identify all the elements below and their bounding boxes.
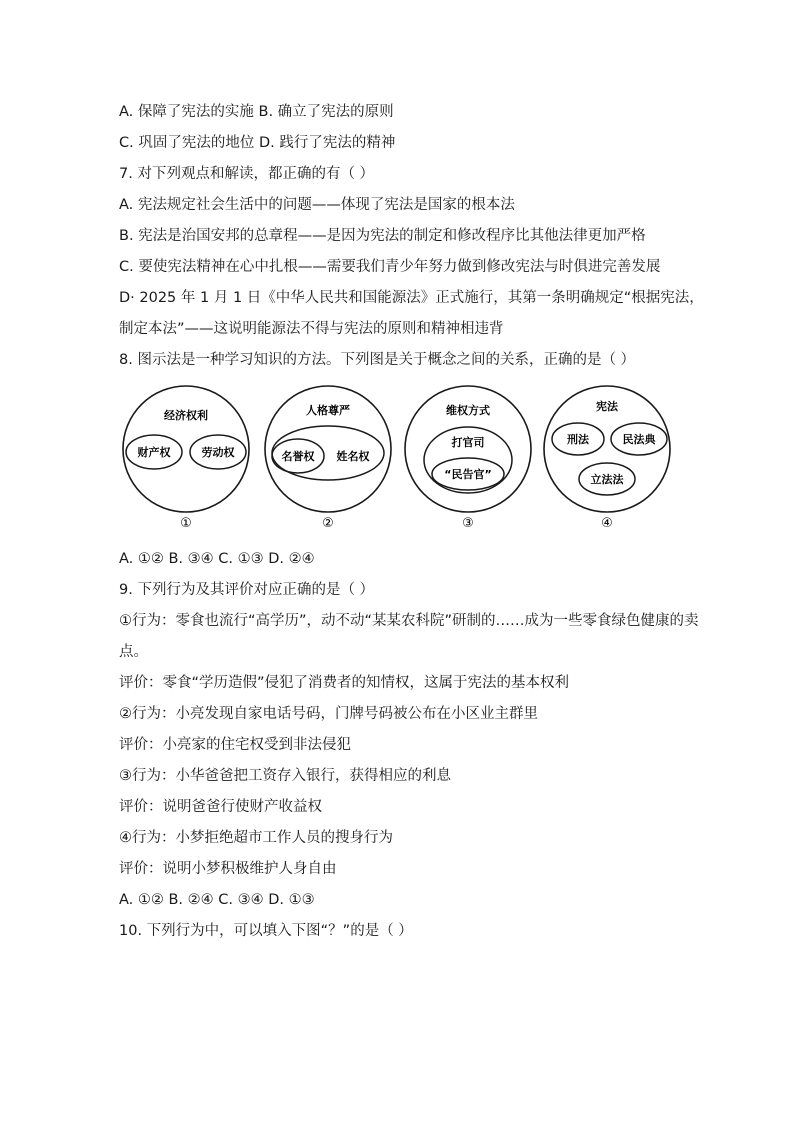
text-line: 10. 下列行为中，可以填入下图“？”的是（ ） xyxy=(119,923,413,939)
text-line: 评价：说明小梦积极维护人身自由 xyxy=(119,861,337,877)
inner-label: 劳动权 xyxy=(201,446,235,459)
inner-label: 刑法 xyxy=(567,433,589,446)
text-line: ①行为：零食也流行“高学历”，动不动“某某农科院”研制的……成为一些零食绿色健康的卖 xyxy=(119,613,699,629)
text-line: 评价：零食“学历造假”侵犯了消费者的知情权，这属于宪法的基本权利 xyxy=(119,675,570,691)
diagram-4 xyxy=(544,386,670,531)
diagram-number: ② xyxy=(322,516,334,531)
diagram-title: 人格尊严 xyxy=(306,404,350,417)
text-line: 评价：小亮家的住宅权受到非法侵犯 xyxy=(119,737,351,753)
text-line: ②行为：小亮发现自家电话号码，门牌号码被公布在小区业主群里 xyxy=(119,706,538,722)
inner-label: 民法典 xyxy=(622,433,656,446)
inner-label: 财产权 xyxy=(137,446,171,459)
diagram-title: 维权方式 xyxy=(446,404,490,417)
text-line: A. 宪法规定社会生活中的问题——体现了宪法是国家的根本法 xyxy=(119,197,515,213)
concept-diagrams xyxy=(118,385,688,533)
diagram-number: ① xyxy=(180,516,192,531)
inner-label: 立法法 xyxy=(590,473,624,486)
middle-label: 姓名权 xyxy=(336,450,370,463)
inner-label: “民告官” xyxy=(444,468,492,481)
text-line: A. 保障了宪法的实施 B. 确立了宪法的原则 xyxy=(119,104,394,120)
diagram-number: ③ xyxy=(462,516,474,531)
text-line: D· 2025 年 1 月 1 日《中华人民共和国能源法》正式施行，其第一条明确规定“根据宪法， xyxy=(119,290,704,306)
text-line: C. 要使宪法精神在心中扎根——需要我们青少年努力做到修改宪法与时俱进完善发展 xyxy=(119,259,661,275)
text-line: C. 巩固了宪法的地位 D. 践行了宪法的精神 xyxy=(119,135,396,151)
diagram-number: ④ xyxy=(601,516,613,531)
diagram-2 xyxy=(265,386,391,531)
text-line: A. ①② B. ②④ C. ③④ D. ①③ xyxy=(119,892,315,908)
concept-diagram-figure xyxy=(118,385,688,533)
diagram-title: 经济权利 xyxy=(164,409,208,422)
diagram-1 xyxy=(123,386,249,531)
diagram-title: 宪法 xyxy=(596,400,618,413)
text-line: A. ①② B. ③④ C. ①③ D. ②④ xyxy=(119,551,315,567)
text-line: 9. 下列行为及其评价对应正确的是（ ） xyxy=(119,582,375,598)
text-line: ③行为：小华爸爸把工资存入银行，获得相应的利息 xyxy=(119,768,451,784)
inner-label: 名誉权 xyxy=(281,450,315,463)
middle-label: 打官司 xyxy=(451,436,485,449)
text-line: 点。 xyxy=(119,644,148,660)
diagram-3 xyxy=(405,386,531,531)
text-line: 制定本法”——这说明能源法不得与宪法的原则和精神相违背 xyxy=(119,321,504,337)
text-line: 8. 图示法是一种学习知识的方法。下列图是关于概念之间的关系，正确的是（ ） xyxy=(119,352,636,368)
text-line: 评价：说明爸爸行使财产收益权 xyxy=(119,799,322,815)
text-line: B. 宪法是治国安邦的总章程——是因为宪法的制定和修改程序比其他法律更加严格 xyxy=(119,228,646,244)
text-line: 7. 对下列观点和解读，都正确的有（ ） xyxy=(119,166,375,182)
text-line: ④行为：小梦拒绝超市工作人员的搜身行为 xyxy=(119,830,393,846)
